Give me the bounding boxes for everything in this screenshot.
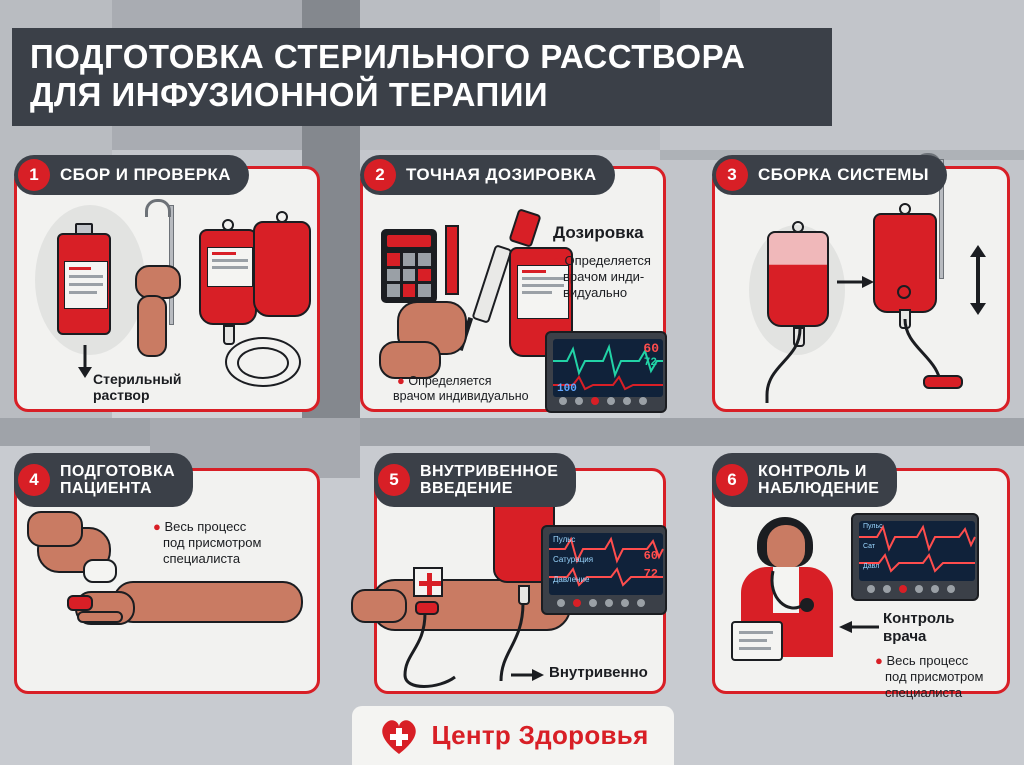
step-card-5 — [374, 463, 666, 694]
step-5-header — [374, 453, 576, 507]
monitor-button[interactable] — [621, 599, 629, 607]
drip-chamber — [223, 325, 235, 345]
step-5-number: 5 — [378, 464, 410, 496]
monitor-button[interactable] — [557, 599, 565, 607]
step-2-bullet-line-1: ● Определяется — [397, 373, 492, 388]
step-6-title-line-2: НАБЛЮДЕНИЕ — [758, 480, 880, 497]
step-2-title: ТОЧНАЯ ДОЗИРОВКА — [406, 165, 597, 184]
iv-connector — [923, 375, 963, 389]
step-2-header — [360, 155, 615, 195]
bag-label — [207, 247, 253, 287]
monitor-button[interactable] — [559, 397, 567, 405]
bullet-text-1: Определяется — [408, 374, 492, 388]
vital-signs-monitor — [541, 525, 667, 615]
monitor-button[interactable] — [623, 397, 631, 405]
step-3-header — [712, 155, 947, 195]
step-6-bullet-line-3: специалиста — [885, 685, 963, 700]
step-6-callout-line-2: врача — [883, 628, 927, 645]
step-4-bullet-line-3: специалиста — [163, 551, 241, 566]
step-1-illustration — [17, 169, 317, 409]
brand-logo-text: Центр Здоровья — [431, 720, 649, 750]
step-6-number: 6 — [716, 464, 748, 496]
step-card-4 — [14, 463, 320, 694]
monitor-button[interactable] — [915, 585, 923, 593]
callout-text-1: Определяется — [564, 253, 651, 268]
arrow-right-icon — [511, 667, 545, 683]
poster-title — [12, 28, 832, 126]
iv-bag-plain — [253, 221, 311, 317]
monitor-screen — [549, 533, 663, 595]
step-4-title-line-1: ПОДГОТОВКА — [60, 463, 176, 480]
monitor-screen — [859, 521, 975, 581]
poster-title-line-1: ПОДГОТОВКА СТЕРИЛЬНОГО РАССТВОРА — [30, 38, 746, 75]
step-card-1 — [14, 166, 320, 412]
bullet-text-1: Весь процесс — [886, 653, 969, 668]
patient-finger — [77, 611, 123, 623]
step-2-bullet-line-2: врачом индивидуально — [393, 389, 529, 403]
step-1-caption-line-2: раствор — [93, 387, 150, 403]
step-card-3 — [712, 166, 1010, 412]
hand-gripping-stand — [135, 265, 181, 299]
brand-logo[interactable] — [352, 706, 674, 765]
bag-body — [767, 231, 829, 327]
heart-cross-icon — [377, 716, 421, 756]
pulse-oximeter-icon — [67, 595, 93, 611]
monitor-button-alarm[interactable] — [591, 397, 599, 405]
step-6-title-line-1: КОНТРОЛЬ И — [758, 463, 867, 480]
monitor-button[interactable] — [605, 599, 613, 607]
bag-body — [253, 221, 311, 317]
step-6-callout-line-1: Контроль — [883, 610, 955, 627]
step-4-bullet-line-2: под присмотром — [163, 535, 262, 550]
step-3-illustration — [715, 169, 1007, 409]
monitor-row-label-2: Сатурация — [553, 555, 594, 564]
monitor-button[interactable] — [867, 585, 875, 593]
vital-signs-monitor — [851, 513, 979, 601]
step-1-caption-line-1: Стерильный — [93, 371, 182, 387]
iv-bag-labeled — [199, 229, 257, 325]
antiseptic-swab — [83, 559, 117, 583]
step-3-number: 3 — [716, 159, 748, 191]
clipboard-icon — [731, 621, 783, 661]
monitor-value-2: 72 — [643, 567, 658, 581]
step-2-callout-line-3: видуально — [563, 285, 628, 300]
patient-arm — [113, 581, 303, 623]
bag-body — [199, 229, 257, 325]
syringe-barrel — [471, 244, 512, 324]
iv-stand-hook — [145, 199, 171, 217]
step-2-callout-line-1: ● Определяется — [553, 253, 651, 268]
ruler-icon — [445, 225, 459, 295]
step-2-illustration — [363, 169, 663, 409]
ecg-waveform — [859, 521, 975, 581]
doctor-face — [767, 525, 805, 569]
calculator-icon — [381, 229, 437, 303]
step-5-title-line-2: ВВЕДЕНИЕ — [420, 480, 513, 497]
step-card-6 — [712, 463, 1010, 700]
monitor-button[interactable] — [589, 599, 597, 607]
iv-bag-left — [767, 231, 829, 327]
monitor-button[interactable] — [639, 397, 647, 405]
bullet-text-1: Весь процесс — [164, 519, 247, 534]
step-4-number: 4 — [18, 464, 50, 496]
step-2-callout-line-2: врачом инди- — [563, 269, 645, 284]
vital-signs-monitor — [545, 331, 667, 413]
step-1-header — [14, 155, 249, 195]
monitor-value-top: 60 — [643, 341, 659, 356]
medicine-bottle — [57, 223, 111, 335]
monitor-button[interactable] — [637, 599, 645, 607]
monitor-button[interactable] — [607, 397, 615, 405]
monitor-row-label-1: Пульс — [553, 535, 576, 544]
medical-tape — [413, 567, 443, 597]
iv-line-left — [755, 329, 825, 405]
monitor-screen — [553, 339, 663, 397]
step-6-header — [712, 453, 897, 507]
monitor-button[interactable] — [575, 397, 583, 405]
bag-label — [517, 265, 569, 319]
arrow-up-down-icon — [967, 245, 989, 315]
step-5-caption: Внутривенно — [549, 664, 648, 681]
step-6-bullet-line-1: ● Весь процесс — [875, 653, 969, 668]
monitor-button[interactable] — [883, 585, 891, 593]
step-5-title-line-1: ВНУТРИВЕННОЕ — [420, 463, 559, 480]
monitor-label-3: Давл — [863, 563, 880, 570]
bottle-body — [57, 233, 111, 335]
step-card-2 — [360, 166, 666, 412]
monitor-value-mid: 72 — [643, 357, 657, 369]
arrow-left-icon — [839, 619, 879, 635]
step-4-bullet-line-1: ● Весь процесс — [153, 519, 247, 534]
monitor-button[interactable] — [931, 585, 939, 593]
drip-chamber — [518, 585, 530, 605]
ampoule-icon — [508, 208, 541, 248]
step-2-number: 2 — [364, 159, 396, 191]
step-2-callout-title: Дозировка — [553, 223, 644, 242]
arrow-down-icon — [75, 345, 95, 379]
monitor-label-2: Сат — [863, 543, 876, 550]
step-1-title: СБОР И ПРОВЕРКА — [60, 165, 231, 184]
step-4-header — [14, 453, 193, 507]
bottle-label — [64, 261, 108, 309]
step-4-title-line-2: ПАЦИЕНТА — [60, 480, 152, 497]
monitor-value-bottom: 100 — [557, 383, 577, 395]
iv-tubing-coil-inner — [237, 347, 289, 379]
step-6-bullet-line-2: под присмотром — [885, 669, 984, 684]
forearm — [137, 295, 167, 357]
monitor-button[interactable] — [947, 585, 955, 593]
arrow-right-icon — [837, 273, 875, 291]
nurse-forearm — [27, 511, 83, 547]
step-1-number: 1 — [18, 159, 50, 191]
roller-clamp-icon — [897, 285, 911, 299]
monitor-label-1: Пульс — [863, 523, 883, 530]
monitor-row-label-3: Давление — [553, 575, 590, 584]
monitor-button-alarm[interactable] — [899, 585, 907, 593]
monitor-value-1: 60 — [643, 549, 658, 563]
monitor-button-alarm[interactable] — [573, 599, 581, 607]
step-3-title: СБОРКА СИСТЕМЫ — [758, 165, 929, 184]
poster-title-line-2: ДЛЯ ИНФУЗИОННОЙ ТЕРАПИИ — [30, 76, 549, 113]
